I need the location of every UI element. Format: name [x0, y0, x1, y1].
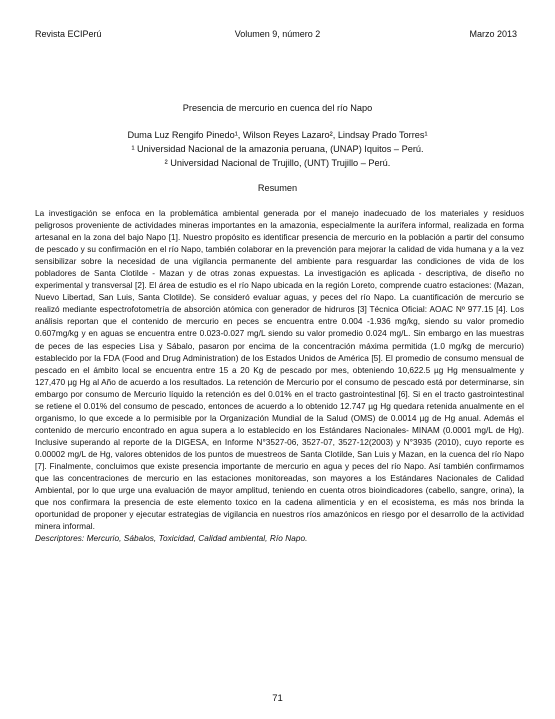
paper-title: Presencia de mercurio en cuenca del río Napo [182, 103, 373, 113]
descriptors: Descriptores: Mercurio, Sábalos, Toxicidad, Calidad ambiental, Río Napo. [35, 534, 308, 544]
author-block [0, 128, 555, 170]
journal-name: Revista ECIPerú [35, 29, 102, 39]
abstract-heading: Resumen [257, 183, 298, 193]
affiliation-1: ¹ Universidad Nacional de la amazonia peruana, (UNAP) Iquitos – Perú. [131, 144, 424, 154]
abstract-text: La investigación se enfoca en la problemática ambiental generada por el manejo inadecuado de los materiales y residuos peligrosos proveniente de actividades mineras importantes en la amazonia, especialmente la aurífera informal, realizada en forma artesanal en la zona del bajo Napo [1]. Nuestro propósito es identificar presencia de mercurio en la población a partir del consumo de pescado y su confirmación en el río Napo, también colaborar en la prevención para mejorar la calidad de vida humana y a la vez sensibilizar sobre la necesidad de una vigilancia permanente del ambiente para resguardar las condiciones de vida de los pobladores de Santa Clotilde - Mazan y de otras zonas expuestas. La investigación es aplicada - descriptiva, de diseño no experimental y transversal [2]. El área de estudio es el río Napo ubicada en la región Loreto, comprende cuatro estaciones: (Mazan, Nuevo Libertad, San Luis, Santa Clotilde). Se consideró evaluar aguas, y peces del río Napo. La cuantificación de mercurio se realizó mediante espectrofotometría de absorción atómica con generador de hidruros [3] Técnica Oficial: AOAC Nº 977.15 [4]. Los análisis reportan que el contenido de mercurio en peces se encuentra entre 0.004 -1.936 mg/kg, siendo su valor promedio 0.607mg/kg y en aguas se encuentra entre 0.023-0.027 mg/L siendo su valor promedio 0.024 mg/L. Sin embargo en las muestras de peces de las especies Lisa y Sábalo, pasaron por encima de la concentración máxima permitida (1.0 mg/kg de mercurio) establecido por la FDA (Food and Drug Administration) de los Estados Unidos de América [5]. El promedio de consumo mensual de pescado en el ámbito local se encuentra entre 15 a 20 Kg de pescado por mes, obteniendo 10,622.5 µg Hg mensualmente y 127,470 µg Hg al Año de acuerdo a los resultados. La retención de Mercurio por el consumo de pescado está por determinarse, sin embargo por consumo de Mercurio líquido la retención es del 0.01% en el tracto gastrointestinal [6]. Si en el tracto gastrointestinal se retiene el 0.01% del consumo de pescado, entonces de acuerdo a lo obtenido 12.747 µg Hg quedara retenida anualmente en el organismo, lo que excede a lo permisible por la Organización Mundial de la Salud (OMS) de 0.0014 µg de Hg anual. Además el contenido de mercurio encontrado en agua supera a lo establecido en los Estándares Nacionales- MINAM (0.0001 mg/L de Hg). Inclusive superando al reporte de la DIGESA, en Informe N°3527-06, 3527-07, 3527-12(2003) y N°3935 (2010), cuyo reporte es 0.00002 mg/L de Hg, valores obtenidos de los puntos de muestreos de Santa Clotilde, San Luis y Mazan, en la cuenca del río Napo [7]. Finalmente, concluimos que existe presencia importante de mercurio en agua y peces del río Napo. Así también confirmamos que las concentraciones de mercurio en las estaciones monitoreadas, son mayores a los Estándares Nacionales de Calidad Ambiental, por lo que urge una evaluación de mayor amplitud, teniendo en cuenta otros bioindicadores (cabello, sangre, orina), la que nos confirmara la presencia de este elemento toxico en la cadena alimenticia y en el ecosistema, es más nos brinda la oportunidad de proponer y ejecutar estrategias de vigilancia en nuestros ríos amazónicos en riesgo por el desarrollo de la actividad minera informal. [35, 209, 524, 532]
abstract-body [35, 208, 524, 545]
affiliation-2: ² Universidad Nacional de Trujillo, (UNT) Trujillo – Perú. [164, 158, 391, 168]
author-list: Duma Luz Rengifo Pinedo¹, Wilson Reyes Lazaro², Lindsay Prado Torres¹ [127, 130, 428, 140]
publication-date: Marzo 2013 [469, 29, 517, 39]
volume-issue: Volumen 9, número 2 [234, 29, 321, 39]
page-number: 71 [272, 693, 283, 704]
